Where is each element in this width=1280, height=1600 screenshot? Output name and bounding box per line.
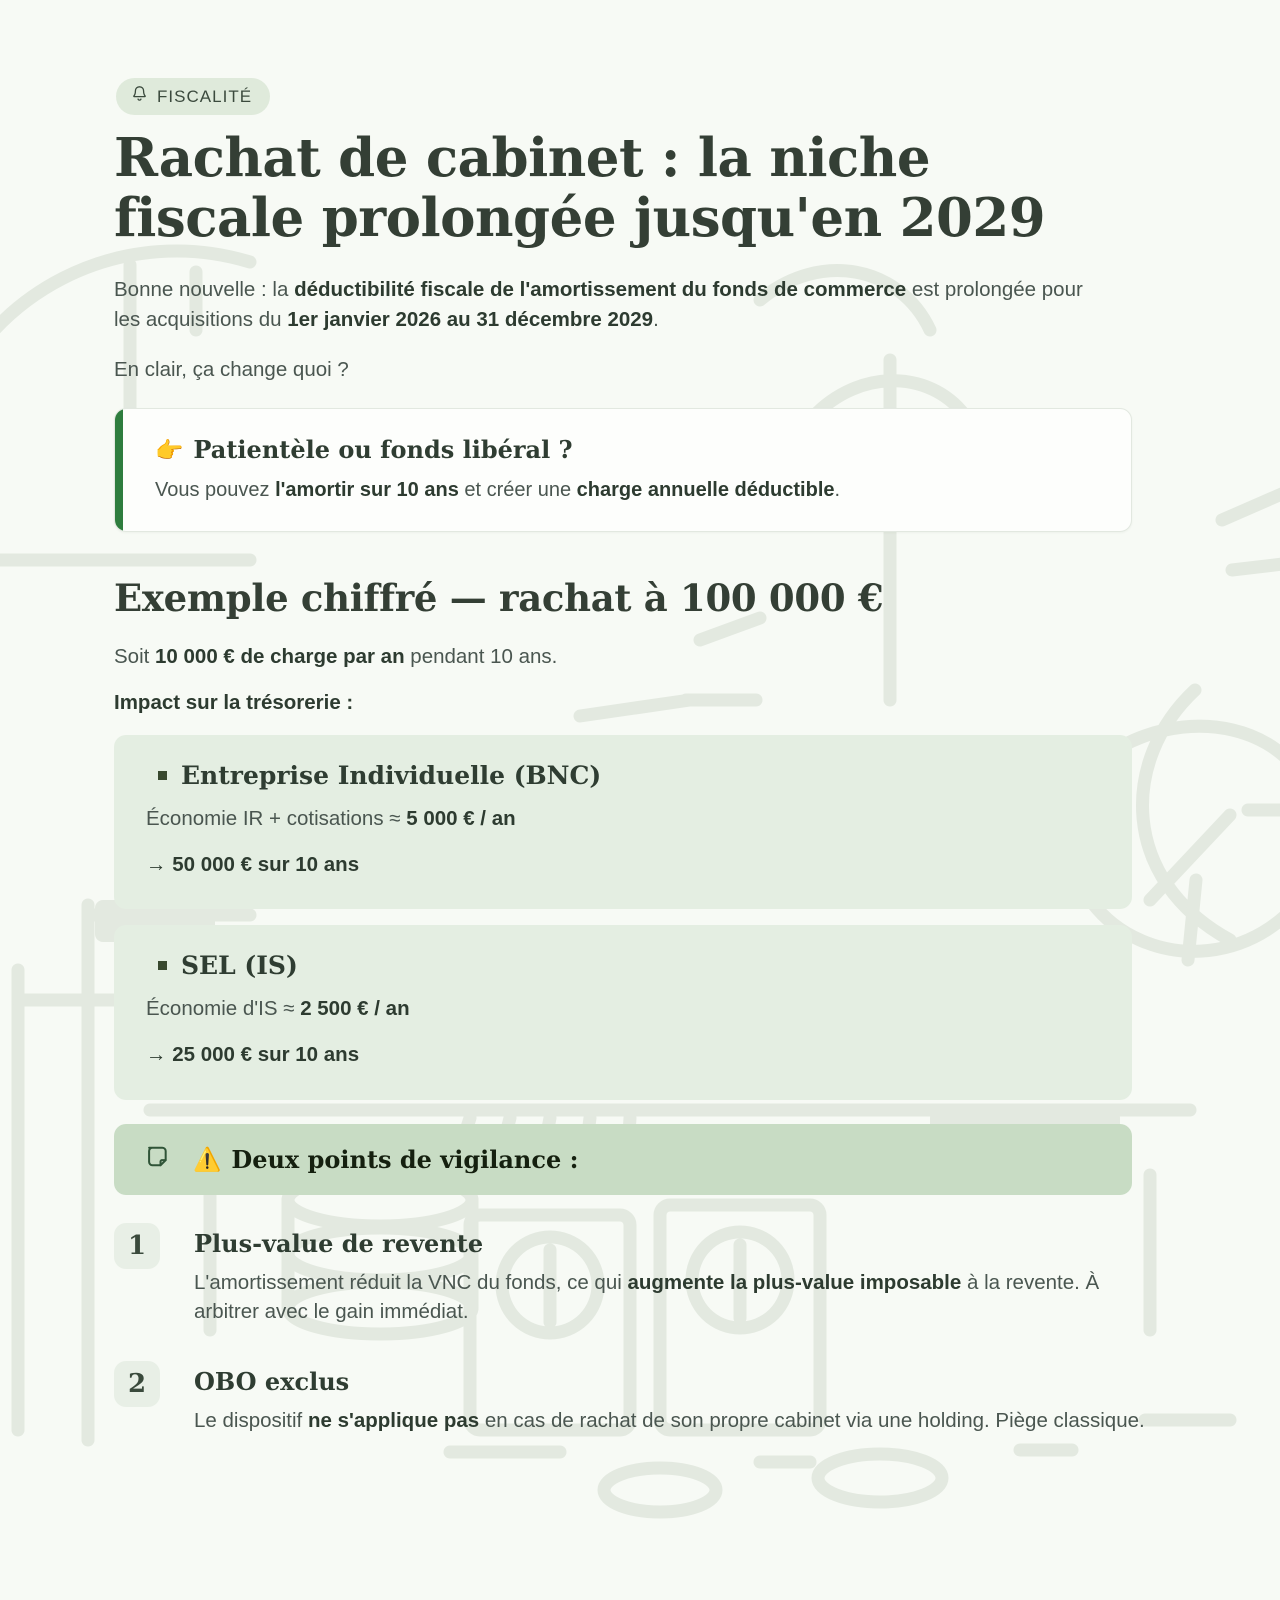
- warning-icon: ⚠️: [193, 1146, 222, 1173]
- vigilance-banner: [114, 1124, 1132, 1195]
- callout-body: [123, 409, 1131, 531]
- callout-text-bold-1: l'amortir sur 10 ans: [275, 478, 459, 501]
- impact-card-sel: [114, 925, 1132, 1099]
- section-subline-before: Soit: [114, 645, 156, 669]
- square-bullet-icon: [158, 961, 167, 970]
- vigilance-point: [114, 1361, 1170, 1436]
- vigilance-point-text-before: Le dispositif: [194, 1409, 308, 1433]
- vigilance-point-number: 1: [114, 1223, 160, 1269]
- impact-card-bnc: [114, 735, 1132, 909]
- vigilance-point-text-bold: augmente la plus-value imposable: [627, 1270, 962, 1294]
- category-badge-label: FISCALITÉ: [157, 86, 253, 106]
- impact-label-text: Impact sur la trésorerie :: [114, 691, 354, 715]
- impact-card-title-row: [146, 951, 1100, 980]
- square-bullet-icon: [158, 771, 167, 780]
- vigilance-point: [114, 1223, 1170, 1327]
- vigilance-point-text-after: en cas de rachat de son propre cabinet via une holding. Piège classique.: [479, 1409, 1145, 1433]
- vigilance-title-row: [193, 1145, 578, 1174]
- callout-accent-bar: [115, 409, 123, 531]
- impact-card-line-1-bold: 2 500 € / an: [300, 997, 410, 1021]
- intro-lead: [114, 275, 1104, 336]
- intro-question: En clair, ça change quoi ?: [114, 358, 349, 382]
- impact-card-line-1-before: Économie IR + cotisations ≈: [146, 806, 407, 830]
- vigilance-point-body: [176, 1223, 1170, 1327]
- callout-text-after: .: [834, 478, 841, 501]
- vigilance-point-title: OBO exclus: [194, 1367, 350, 1397]
- impact-card-line-1: [146, 804, 1100, 834]
- impact-card-line-1-before: Économie d'IS ≈: [146, 997, 301, 1021]
- callout-text-bold-2: charge annuelle déductible: [576, 478, 835, 501]
- vigilance-point-number: 2: [114, 1361, 160, 1407]
- impact-card-line-1-bold: 5 000 € / an: [406, 806, 516, 830]
- page-title: Rachat de cabinet : la niche fiscale prolongée jusqu'en 2029: [114, 127, 1046, 249]
- section-subline: [114, 642, 1104, 672]
- impact-card-line-2: [146, 1040, 1100, 1070]
- impact-card-line-2: [146, 850, 1100, 880]
- impact-card-line-2-text: → 50 000 € sur 10 ans: [146, 852, 360, 876]
- vigilance-point-text: [194, 1406, 1154, 1436]
- bell-icon: [131, 85, 148, 108]
- category-badge[interactable]: [116, 78, 270, 115]
- impact-label: [114, 688, 1104, 718]
- vigilance-point-title: Plus-value de revente: [194, 1228, 484, 1258]
- intro-lead-bold-1: déductibilité fiscale de l'amortissement du fonds de commerce: [294, 277, 907, 301]
- callout-text: [155, 476, 1101, 505]
- intro-lead-middle: est prolongée pour les acquisitions du: [114, 277, 1083, 332]
- note-icon: [144, 1143, 171, 1176]
- intro-lead-before: Bonne nouvelle : la: [114, 277, 295, 301]
- callout-text-before: Vous pouvez: [155, 478, 276, 501]
- article-page: [110, 0, 1170, 1436]
- pointing-finger-icon: 👉: [155, 437, 184, 464]
- section-subline-after: pendant 10 ans.: [404, 645, 558, 669]
- callout-title-row: [155, 435, 1101, 464]
- vigilance-point-text-bold: ne s'applique pas: [307, 1409, 480, 1433]
- vigilance-title: Deux points de vigilance :: [231, 1144, 579, 1174]
- vigilance-point-body: [176, 1361, 1170, 1436]
- impact-card-line-2-text: → 25 000 € sur 10 ans: [146, 1042, 360, 1066]
- impact-card-title: Entreprise Individuelle (BNC): [181, 760, 602, 790]
- impact-card-line-1: [146, 994, 1100, 1024]
- intro-lead-after: .: [653, 308, 659, 332]
- impact-card-title-row: [146, 761, 1100, 790]
- impact-card-title: SEL (IS): [181, 951, 298, 981]
- callout-text-middle: et créer une: [458, 478, 577, 501]
- callout-title: Patientèle ou fonds libéral ?: [193, 434, 573, 464]
- callout-box: [114, 408, 1132, 532]
- vigilance-point-text: [194, 1268, 1154, 1327]
- section-subline-bold: 10 000 € de charge par an: [155, 645, 405, 669]
- vigilance-point-text-after: à la revente. À arbitrer avec le gain immédiat.: [194, 1270, 1100, 1324]
- section-heading: Exemple chiffré — rachat à 100 000 €: [114, 575, 884, 620]
- vigilance-point-text-before: L'amortissement réduit la VNC du fonds, ce qui: [194, 1270, 628, 1294]
- intro-lead-bold-2: 1er janvier 2026 au 31 décembre 2029: [287, 308, 654, 332]
